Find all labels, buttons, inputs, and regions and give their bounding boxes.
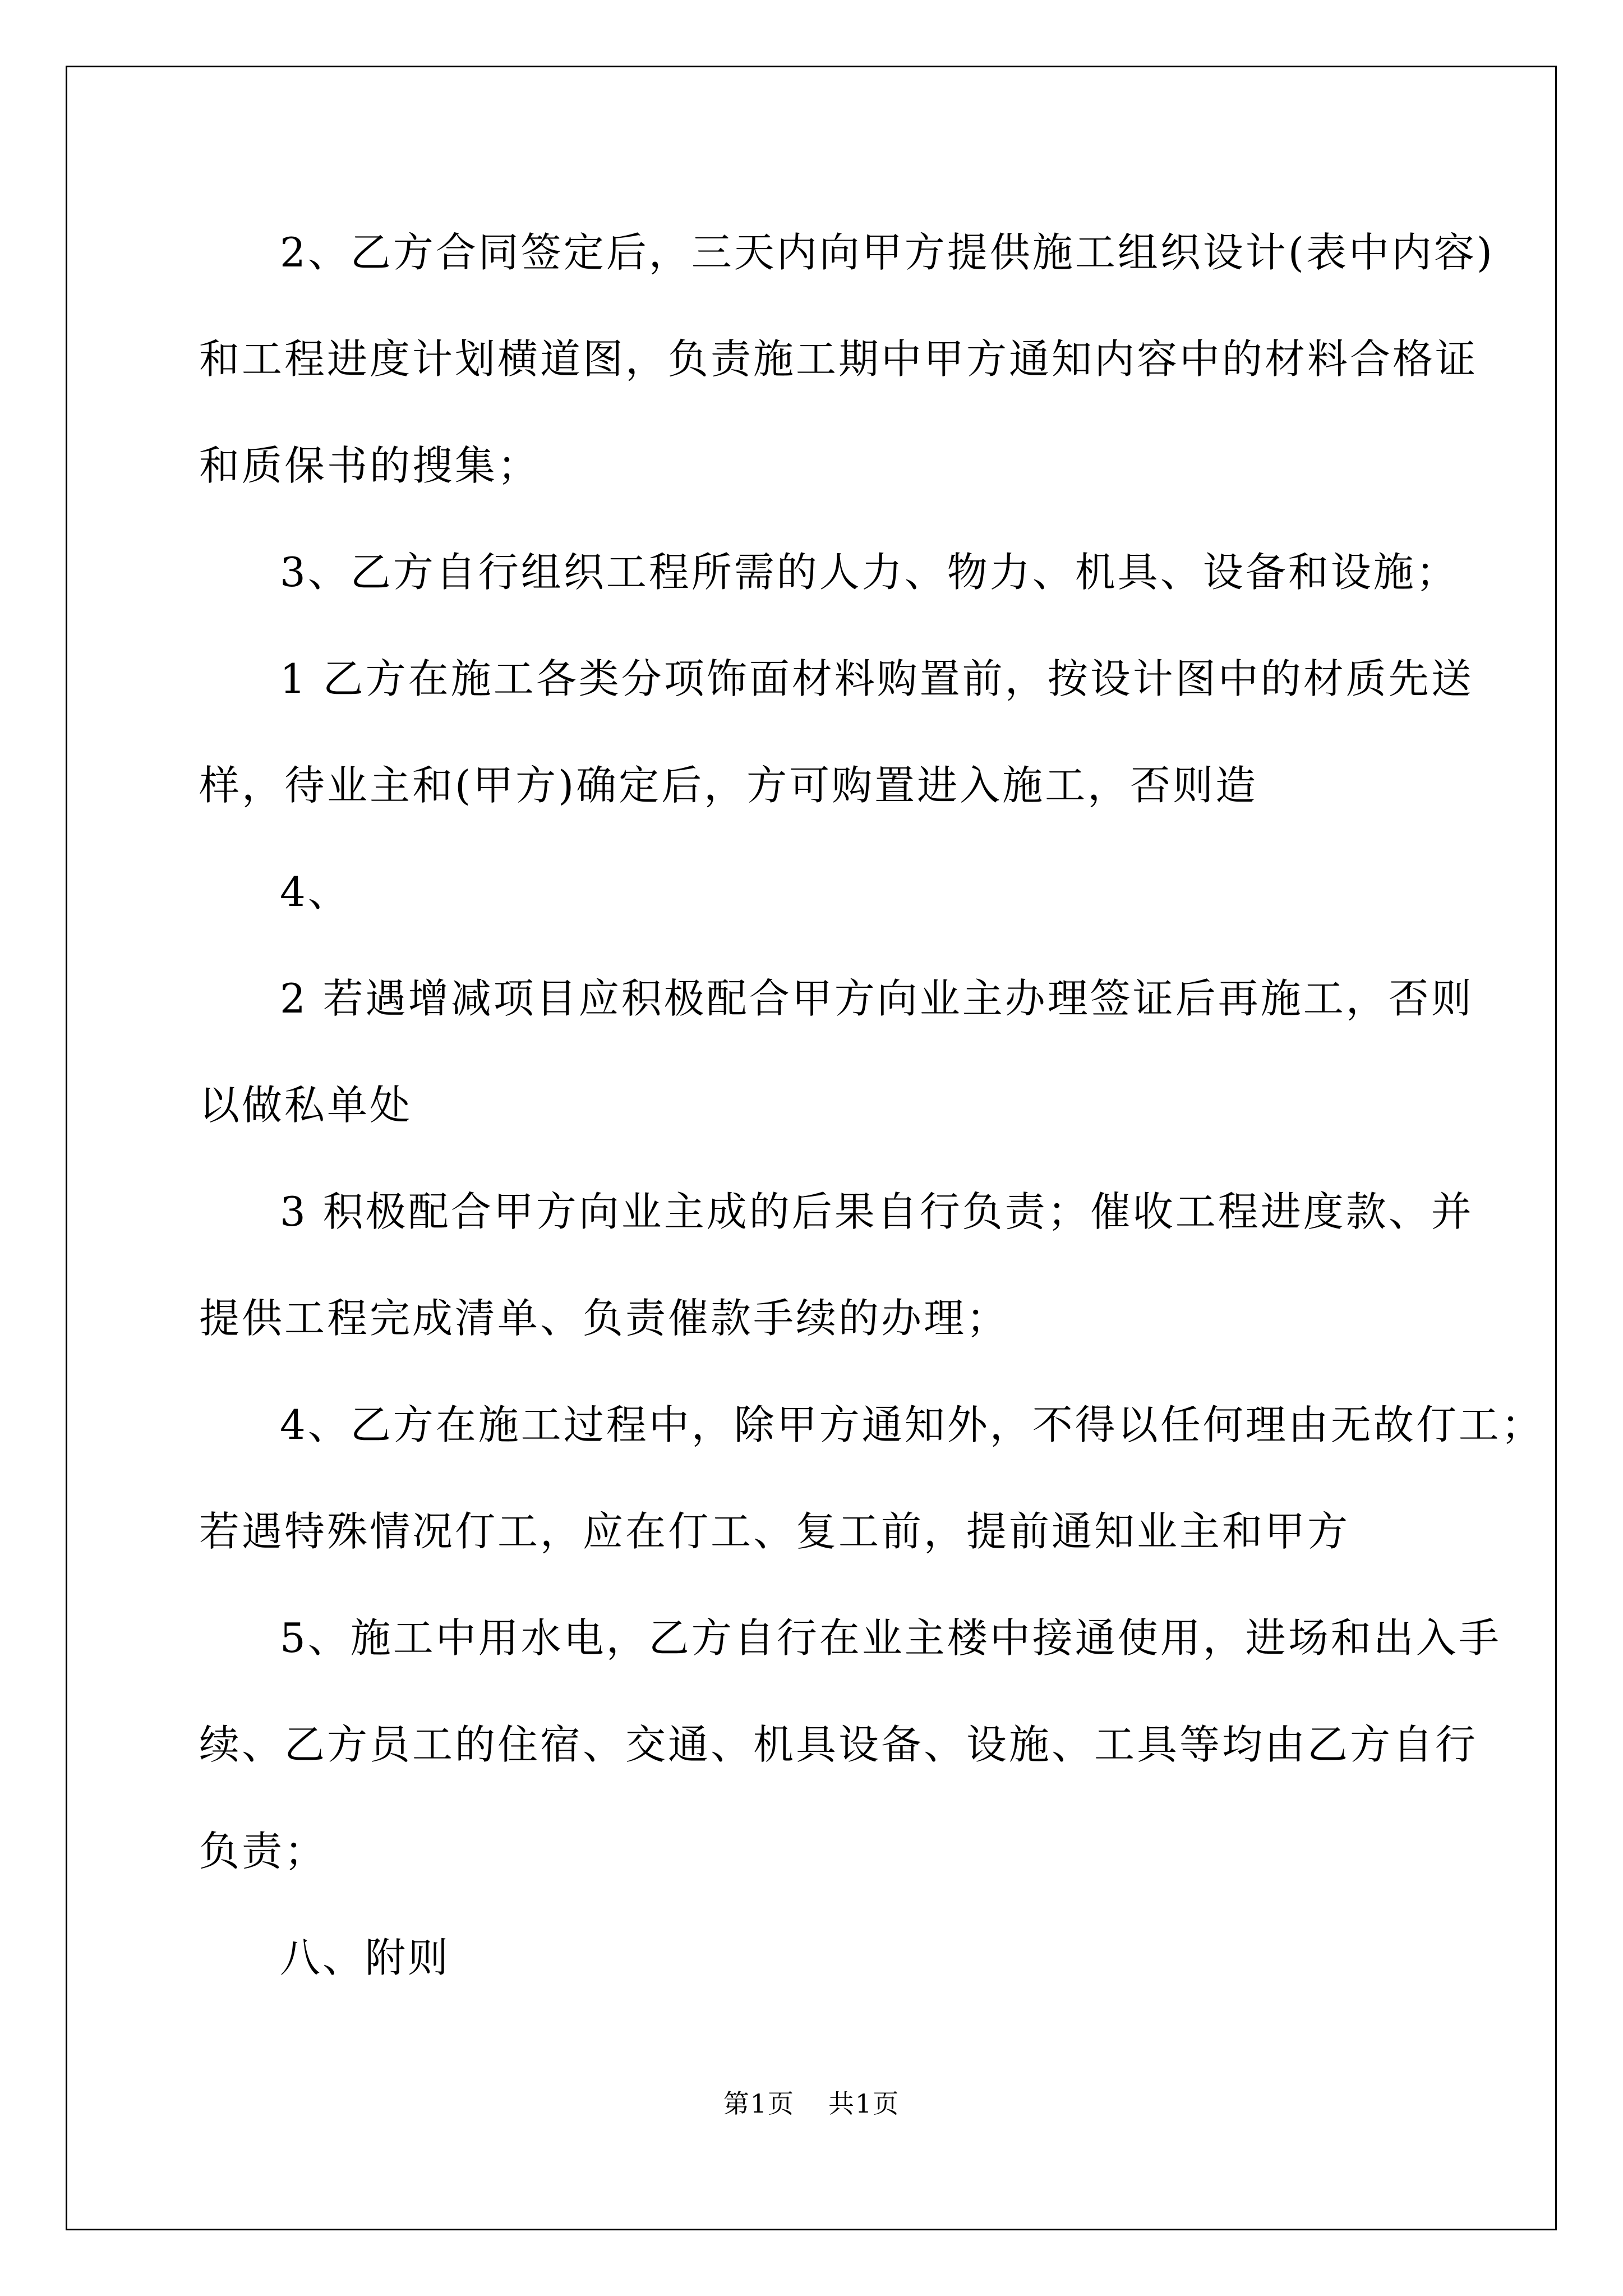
line-15: 续、乙方员工的住宿、交通、机具设备、设施、工具等均由乙方自行 (199, 1721, 1478, 1768)
line-11: 提供工程完成清单、负责催款手续的办理； (199, 1295, 1009, 1342)
line-8: 2 若遇增减项目应积极配合甲方向业主办理签证后再施工，否则 (280, 975, 1474, 1022)
page-footer (0, 2087, 1623, 2120)
line-5: 1 乙方在施工各类分项饰面材料购置前，按设计图中的材质先送 (280, 655, 1474, 702)
line-3: 和质保书的搜集； (199, 442, 541, 489)
line-10: 3 积极配合甲方向业主成的后果自行负责；催收工程进度款、并 (280, 1188, 1474, 1235)
line-1: 2、乙方合同签定后，三天内向甲方提供施工组织设计(表中内容) (280, 229, 1495, 276)
line-12: 4、乙方在施工过程中，除甲方通知外，不得以任何理由无故仃工； (280, 1401, 1544, 1448)
page-number-current: 第1页 (723, 2088, 795, 2119)
document-body (199, 199, 1544, 2011)
line-2: 和工程进度计划横道图，负责施工期中甲方通知内容中的材料合格证 (199, 335, 1478, 383)
line-14: 5、施工中用水电，乙方自行在业主楼中接通使用，进场和出入手 (280, 1614, 1501, 1662)
line-13: 若遇特殊情况仃工，应在仃工、复工前，提前通知业主和甲方 (199, 1508, 1350, 1555)
page-number-total: 共1页 (828, 2088, 900, 2119)
line-17: 八、附则 (280, 1934, 451, 1981)
line-4: 3、乙方自行组织工程所需的人力、物力、机具、设备和设施； (280, 549, 1459, 596)
line-9: 以做私单处 (199, 1082, 413, 1129)
line-7: 4、 (280, 868, 351, 915)
line-16: 负责； (199, 1828, 328, 1875)
line-6: 样，待业主和(甲方)确定后，方可购置进入施工，否则造 (199, 762, 1258, 809)
